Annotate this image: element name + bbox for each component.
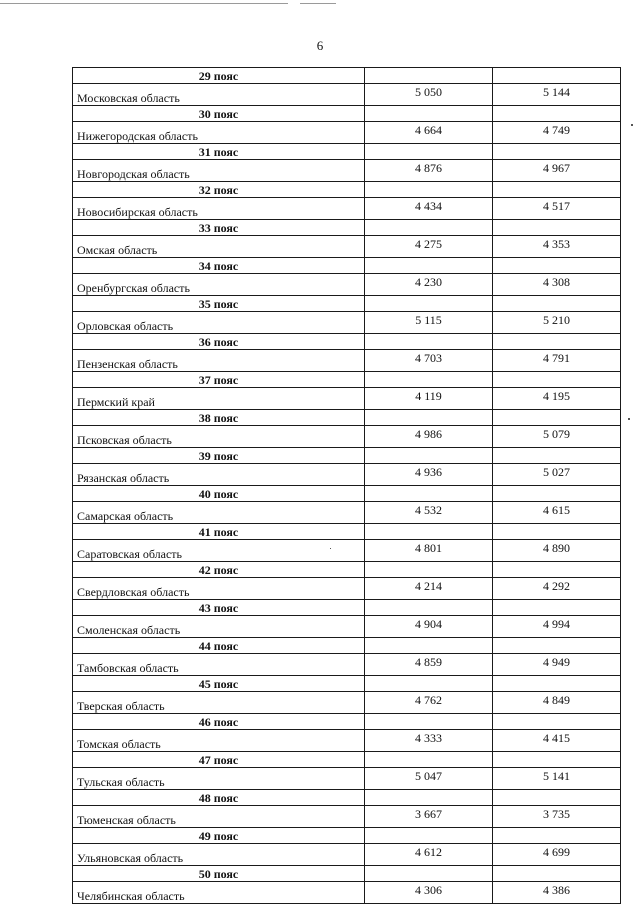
zone-label: 47 пояс: [73, 752, 365, 768]
value-1-cell: 3 667: [365, 806, 493, 828]
zone-label: 45 пояс: [73, 676, 365, 692]
zone-label: 41 пояс: [73, 524, 365, 540]
zone-header-row: [73, 410, 621, 426]
table-row: [73, 540, 621, 562]
page-number: 6: [316, 38, 324, 53]
value-1-cell: 4 230: [365, 274, 493, 296]
zone-label: 43 пояс: [73, 600, 365, 616]
empty-cell: [493, 790, 621, 806]
zone-header-row: [73, 600, 621, 616]
zone-label: 42 пояс: [73, 562, 365, 578]
value-2-cell: 4 195: [493, 388, 621, 410]
empty-cell: [365, 524, 493, 540]
zone-header-row: [73, 486, 621, 502]
value-2-cell: 5 079: [493, 426, 621, 448]
zone-label: 36 пояс: [73, 334, 365, 350]
table-row: [73, 730, 621, 752]
empty-cell: [493, 258, 621, 274]
table-row: [73, 502, 621, 524]
value-1-cell: 4 703: [365, 350, 493, 372]
zone-header-row: [73, 790, 621, 806]
zone-header-row: [73, 296, 621, 312]
regional-values-table: [72, 67, 621, 904]
region-name: Пермский край: [73, 388, 365, 410]
value-2-cell: 5 210: [493, 312, 621, 334]
table-row: [73, 122, 621, 144]
table-row: [73, 806, 621, 828]
value-1-cell: 5 050: [365, 84, 493, 106]
region-name: Омская область: [73, 236, 365, 258]
zone-header-row: [73, 258, 621, 274]
region-name: Смоленская область: [73, 616, 365, 638]
empty-cell: [365, 106, 493, 122]
empty-cell: [365, 676, 493, 692]
table-row: [73, 160, 621, 182]
empty-cell: [365, 752, 493, 768]
value-1-cell: 5 115: [365, 312, 493, 334]
empty-cell: [365, 68, 493, 84]
empty-cell: [365, 828, 493, 844]
scan-speck: [631, 124, 633, 126]
zone-header-row: [73, 144, 621, 160]
value-2-cell: 4 890: [493, 540, 621, 562]
value-2-cell: 4 615: [493, 502, 621, 524]
value-1-cell: 4 986: [365, 426, 493, 448]
document-table-container: [72, 67, 620, 904]
empty-cell: [493, 524, 621, 540]
empty-cell: [365, 486, 493, 502]
zone-label: 46 пояс: [73, 714, 365, 730]
value-2-cell: 4 415: [493, 730, 621, 752]
zone-header-row: [73, 676, 621, 692]
value-2-cell: 4 699: [493, 844, 621, 866]
table-row: [73, 654, 621, 676]
region-name: Новосибирская область: [73, 198, 365, 220]
zone-label: 29 пояс: [73, 68, 365, 84]
table-row: [73, 844, 621, 866]
region-name: Самарская область: [73, 502, 365, 524]
empty-cell: [365, 562, 493, 578]
value-2-cell: 4 308: [493, 274, 621, 296]
empty-cell: [365, 182, 493, 198]
table-row: [73, 236, 621, 258]
table-row: [73, 882, 621, 904]
empty-cell: [365, 144, 493, 160]
empty-cell: [493, 106, 621, 122]
value-2-cell: 5 144: [493, 84, 621, 106]
value-2-cell: 4 386: [493, 882, 621, 904]
zone-label: 35 пояс: [73, 296, 365, 312]
empty-cell: [365, 220, 493, 236]
empty-cell: [493, 68, 621, 84]
value-2-cell: 4 353: [493, 236, 621, 258]
zone-header-row: [73, 752, 621, 768]
value-2-cell: 4 849: [493, 692, 621, 714]
zone-label: 31 пояс: [73, 144, 365, 160]
zone-header-row: [73, 448, 621, 464]
region-name: Свердловская область: [73, 578, 365, 600]
empty-cell: [365, 638, 493, 654]
value-1-cell: 4 664: [365, 122, 493, 144]
empty-cell: [365, 334, 493, 350]
value-1-cell: 4 859: [365, 654, 493, 676]
empty-cell: [365, 790, 493, 806]
empty-cell: [493, 372, 621, 388]
table-row: [73, 388, 621, 410]
table-row: [73, 312, 621, 334]
zone-header-row: [73, 334, 621, 350]
empty-cell: [365, 372, 493, 388]
table-row: [73, 84, 621, 106]
zone-header-row: [73, 638, 621, 654]
region-name: Пензенская область: [73, 350, 365, 372]
value-1-cell: 4 904: [365, 616, 493, 638]
empty-cell: [365, 714, 493, 730]
table-row: [73, 198, 621, 220]
empty-cell: [493, 562, 621, 578]
empty-cell: [493, 866, 621, 882]
region-name: Орловская область: [73, 312, 365, 334]
zone-label: 34 пояс: [73, 258, 365, 274]
zone-header-row: [73, 562, 621, 578]
empty-cell: [493, 410, 621, 426]
value-2-cell: 4 949: [493, 654, 621, 676]
empty-cell: [493, 828, 621, 844]
value-1-cell: 4 306: [365, 882, 493, 904]
value-2-cell: 5 141: [493, 768, 621, 790]
zone-header-row: [73, 106, 621, 122]
empty-cell: [493, 448, 621, 464]
zone-header-row: [73, 714, 621, 730]
scan-edge-line: [300, 3, 336, 4]
value-2-cell: 4 791: [493, 350, 621, 372]
zone-label: 44 пояс: [73, 638, 365, 654]
zone-header-row: [73, 828, 621, 844]
zone-header-row: [73, 524, 621, 540]
zone-header-row: [73, 866, 621, 882]
table-row: [73, 426, 621, 448]
empty-cell: [493, 486, 621, 502]
zone-label: 40 пояс: [73, 486, 365, 502]
empty-cell: [365, 448, 493, 464]
region-name: Рязанская область: [73, 464, 365, 486]
table-row: [73, 692, 621, 714]
value-1-cell: 4 801: [365, 540, 493, 562]
region-name: Тульская область: [73, 768, 365, 790]
table-row: [73, 768, 621, 790]
empty-cell: [493, 600, 621, 616]
value-2-cell: 4 292: [493, 578, 621, 600]
region-name: Псковская область: [73, 426, 365, 448]
zone-header-row: [73, 372, 621, 388]
value-2-cell: 5 027: [493, 464, 621, 486]
zone-label: 48 пояс: [73, 790, 365, 806]
value-1-cell: 4 434: [365, 198, 493, 220]
region-name: Саратовская область: [73, 540, 365, 562]
zone-label: 30 пояс: [73, 106, 365, 122]
scan-edge-line: [0, 3, 288, 4]
value-1-cell: 4 333: [365, 730, 493, 752]
region-name: Нижегородская область: [73, 122, 365, 144]
empty-cell: [365, 410, 493, 426]
value-1-cell: 4 936: [365, 464, 493, 486]
value-2-cell: 4 967: [493, 160, 621, 182]
table-row: [73, 274, 621, 296]
zone-label: 39 пояс: [73, 448, 365, 464]
empty-cell: [365, 296, 493, 312]
value-1-cell: 4 762: [365, 692, 493, 714]
value-1-cell: 4 214: [365, 578, 493, 600]
region-name: Оренбургская область: [73, 274, 365, 296]
zone-label: 32 пояс: [73, 182, 365, 198]
scan-speck: [628, 418, 630, 420]
region-name: Ульяновская область: [73, 844, 365, 866]
empty-cell: [493, 334, 621, 350]
table-row: [73, 616, 621, 638]
region-name: Тверская область: [73, 692, 365, 714]
value-2-cell: 4 994: [493, 616, 621, 638]
zone-label: 37 пояс: [73, 372, 365, 388]
value-1-cell: 5 047: [365, 768, 493, 790]
empty-cell: [493, 144, 621, 160]
table-row: [73, 350, 621, 372]
empty-cell: [493, 220, 621, 236]
empty-cell: [365, 600, 493, 616]
table-row: [73, 578, 621, 600]
value-1-cell: 4 612: [365, 844, 493, 866]
empty-cell: [493, 638, 621, 654]
zone-label: 38 пояс: [73, 410, 365, 426]
empty-cell: [493, 296, 621, 312]
region-name: Томская область: [73, 730, 365, 752]
zone-label: 50 пояс: [73, 866, 365, 882]
empty-cell: [365, 258, 493, 274]
value-2-cell: 4 749: [493, 122, 621, 144]
region-name: Новгородская область: [73, 160, 365, 182]
empty-cell: [493, 182, 621, 198]
zone-header-row: [73, 68, 621, 84]
scan-speck: [330, 548, 331, 549]
zone-header-row: [73, 220, 621, 236]
value-1-cell: 4 275: [365, 236, 493, 258]
region-name: Тюменская область: [73, 806, 365, 828]
zone-label: 33 пояс: [73, 220, 365, 236]
value-2-cell: 3 735: [493, 806, 621, 828]
empty-cell: [493, 676, 621, 692]
value-1-cell: 4 876: [365, 160, 493, 182]
region-name: Тамбовская область: [73, 654, 365, 676]
region-name: Челябинская область: [73, 882, 365, 904]
zone-label: 49 пояс: [73, 828, 365, 844]
region-name: Московская область: [73, 84, 365, 106]
zone-header-row: [73, 182, 621, 198]
empty-cell: [365, 866, 493, 882]
value-1-cell: 4 119: [365, 388, 493, 410]
table-row: [73, 464, 621, 486]
value-2-cell: 4 517: [493, 198, 621, 220]
value-1-cell: 4 532: [365, 502, 493, 524]
empty-cell: [493, 752, 621, 768]
empty-cell: [493, 714, 621, 730]
table-body: [73, 68, 621, 904]
